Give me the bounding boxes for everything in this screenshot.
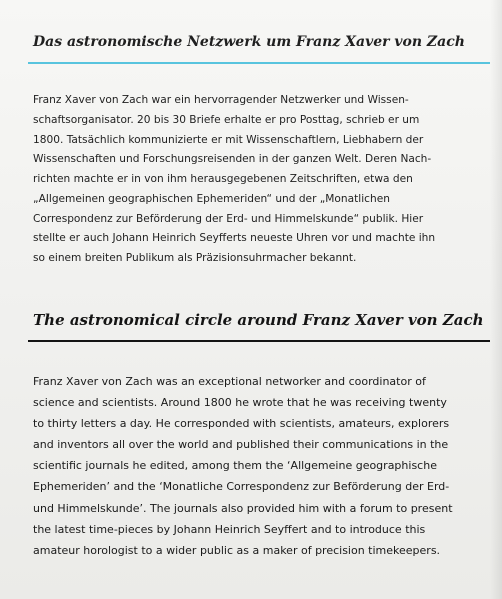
panel-edge-shadow [490,0,502,599]
english-heading: The astronomical circle around Franz Xaver von Zach [33,311,484,329]
english-line: and inventors all over the world and published their communications in the [33,438,449,452]
german-line: „Allgemeinen geographischen Ephemeriden“ und der „Monatlichen [33,192,390,205]
german-line: Wissenschaften und Forschungsreisenden in der ganzen Welt. Deren Nach- [33,153,432,166]
english-line: science and scientists. Around 1800 he wrote that he was receiving twenty [33,396,447,410]
german-heading: Das astronomische Netzwerk um Franz Xaver von Zach [33,34,465,50]
german-line: stellte er auch Johann Heinrich Seyfferts neueste Uhren vor und machte ihn [33,232,436,245]
german-paragraph [33,91,493,269]
english-line: scientific journals he edited, among them the ‘Allgemeine geographische [33,459,437,473]
english-line: to thirty letters a day. He corresponded with scientists, amateurs, explorers [33,417,450,431]
german-line: Correspondenz zur Beförderung der Erd- und Himmelskunde“ publik. Hier [33,212,424,225]
english-line: amateur horologist to a wider public as a maker of precision timekeepers. [33,543,441,557]
german-line: richten machte er in von ihm herausgegebenen Zeitschriften, etwa den [33,173,413,185]
german-line: 1800. Tatsächlich kommunizierte er mit Wissenschaftlern, Liebhabern der [33,133,424,146]
german-line: schaftsorganisator. 20 bis 30 Briefe erhalte er pro Posttag, schrieb er um [33,113,420,126]
english-paragraph [33,371,493,561]
english-line: und Himmelskunde’. The journals also provided him with a forum to present [33,501,453,515]
english-line: Franz Xaver von Zach was an exceptional networker and coordinator of [33,375,426,388]
english-line: the latest time-pieces by Johann Heinrich Seyffert and to introduce this [33,522,426,536]
german-line: so einem breiten Publikum als Präzisionsuhrmacher bekannt. [33,252,357,264]
english-heading-rule [28,340,490,342]
german-line: Franz Xaver von Zach war ein hervorragender Netzwerker und Wissen- [33,94,409,106]
german-heading-rule [28,62,490,64]
english-line: Ephemeriden’ and the ‘Monatliche Correspondenz zur Beförderung der Erd- [33,480,450,494]
